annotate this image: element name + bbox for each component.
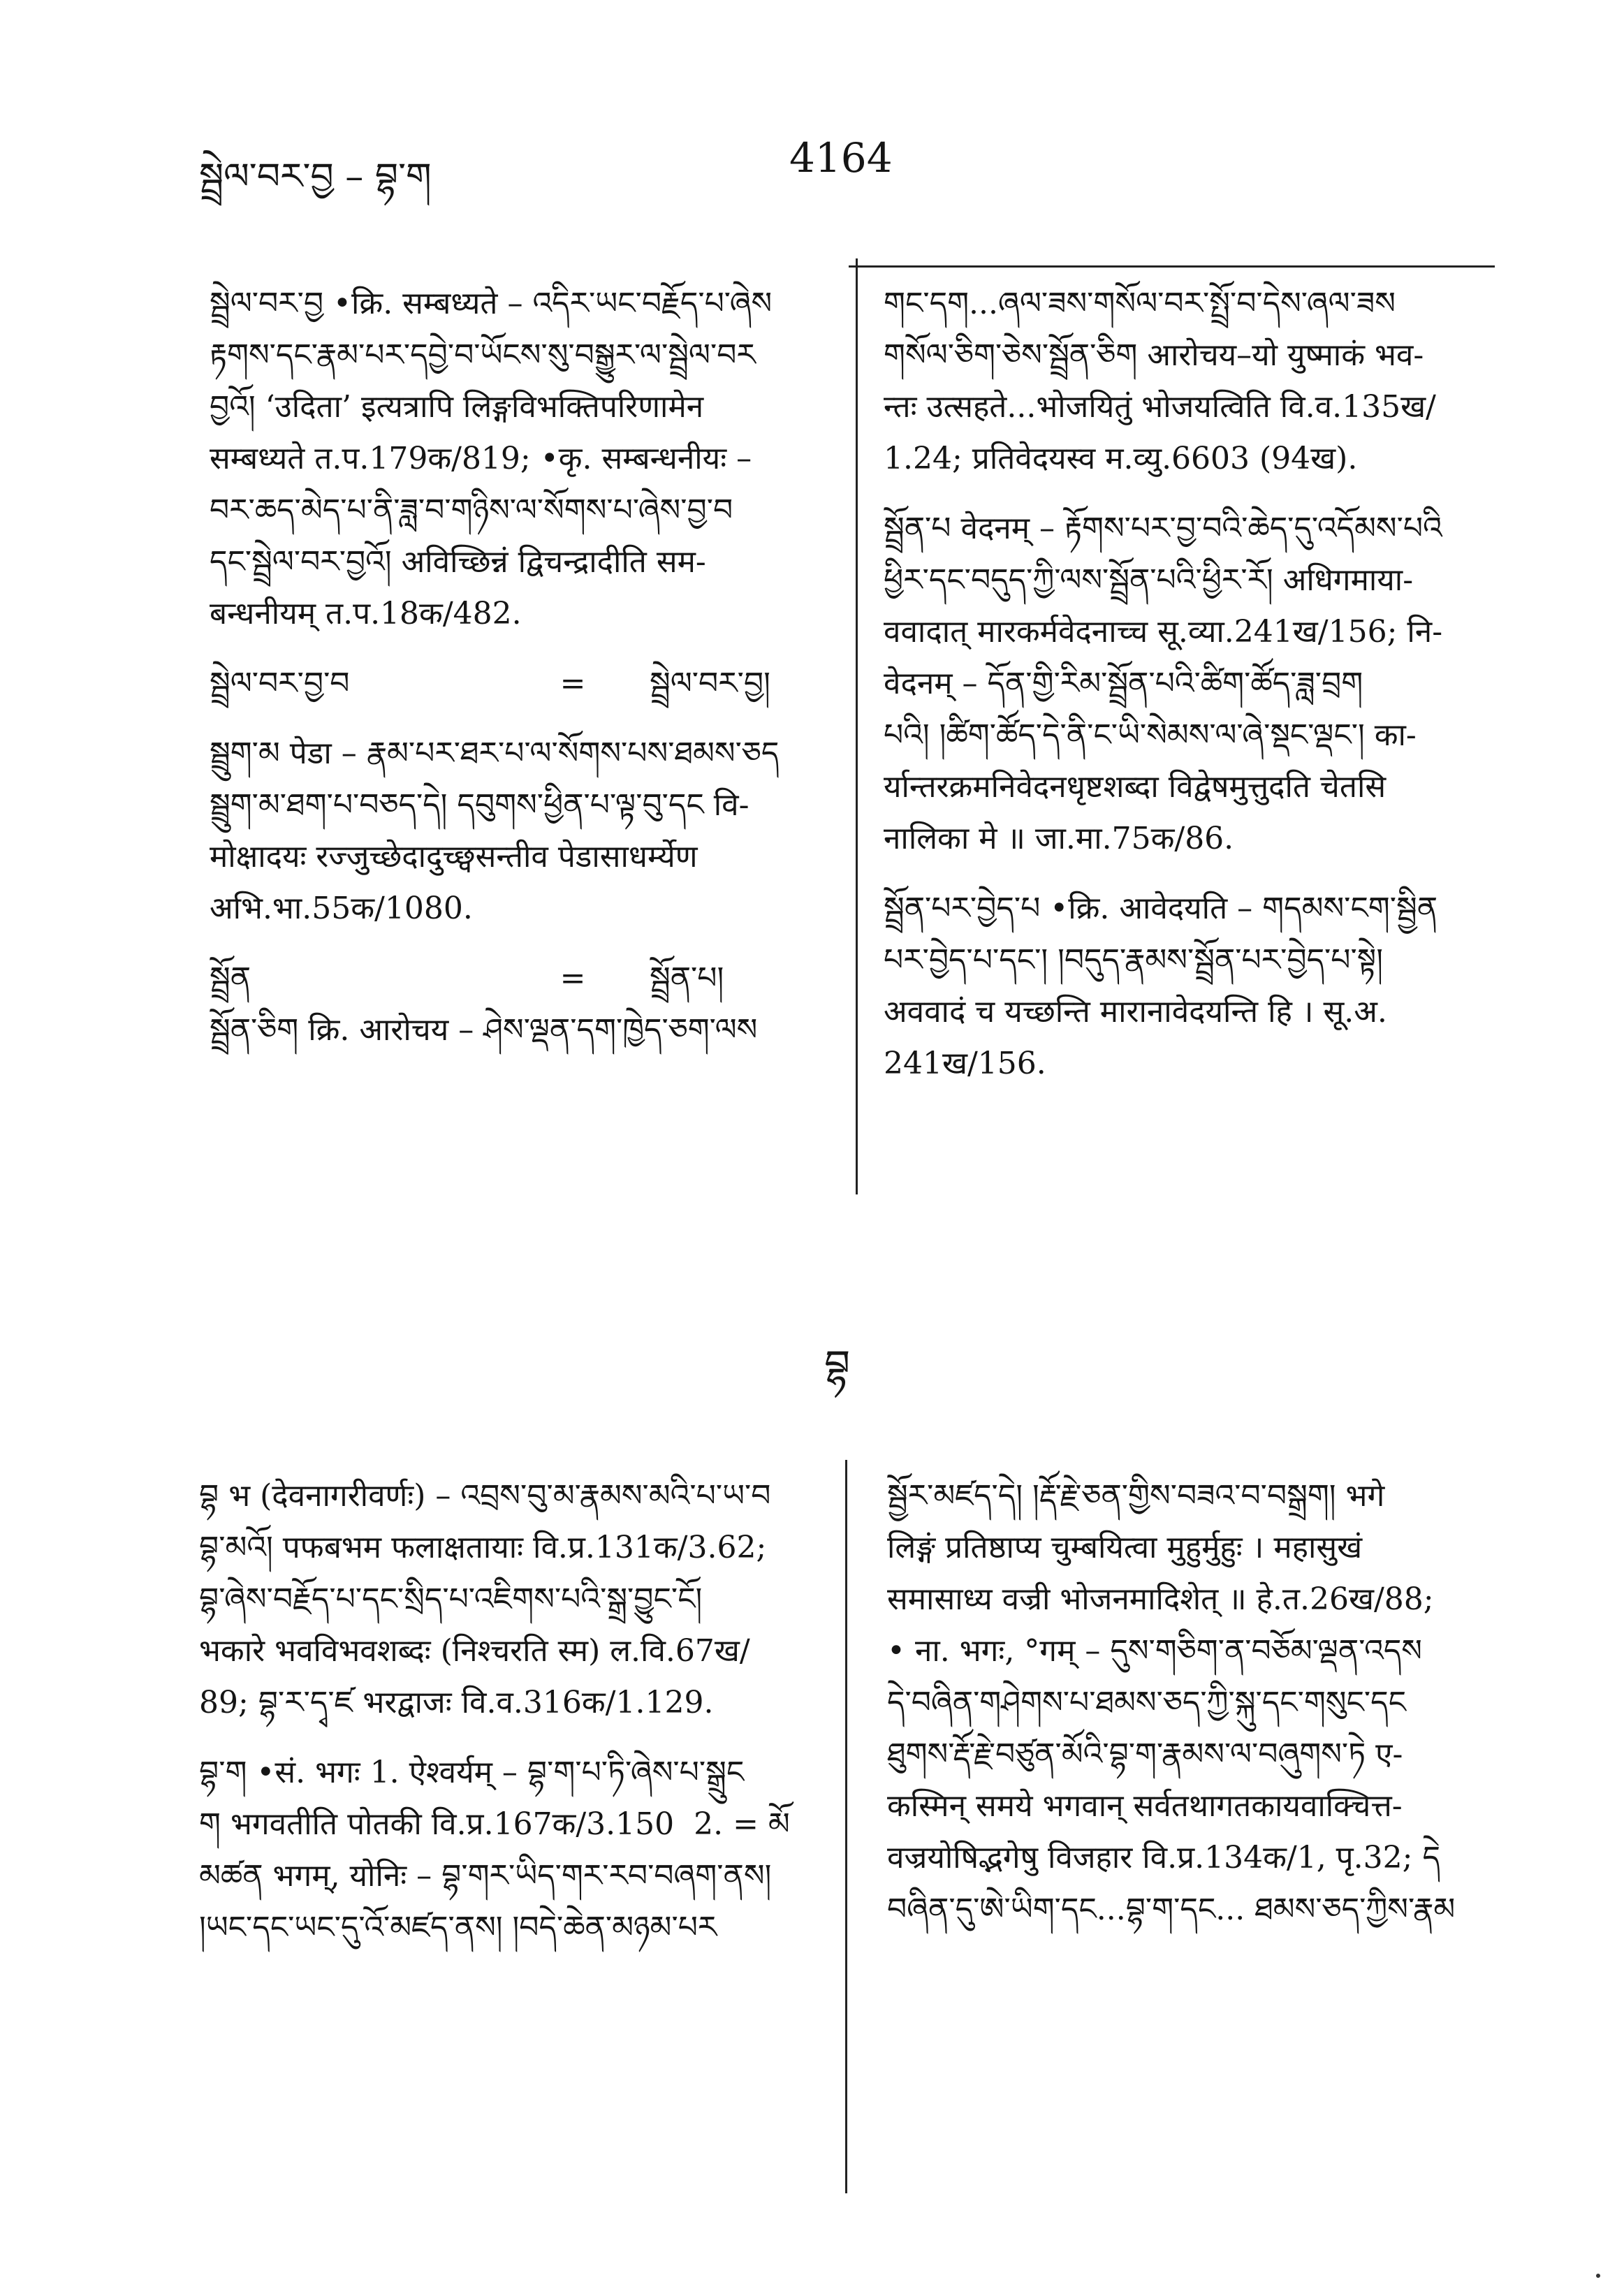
- reference-target: སྦྲོན་པ།: [650, 960, 724, 996]
- line: གང་དག...ཞལ་ཟས་གསོལ་བར་སྤྲོ་བ་དེས་ཞལ་ཟས: [884, 286, 1396, 321]
- line: སྦྲེལ་བར་བྱ •क्रि. सम्बध्यते – འདིར་ཡང་བརྗོད་པ་ཞེས: [210, 286, 773, 321]
- entry-sbrug-ma: [210, 728, 831, 935]
- line: 89; བྷ་ར་དྭ་ཛ भरद्वाजः वि.व.316क/1.129.: [199, 1685, 714, 1720]
- upper-left-column: [210, 278, 831, 1074]
- line: अभि.भा.55क/1080.: [210, 891, 473, 926]
- line: सम्बध्यते त.प.179क/819; •कृ. सम्बन्धनीयः –: [210, 441, 752, 476]
- line: ཕྱིར་དང་བདུད་ཀྱི་ལས་སྦྲོན་པའི་ཕྱིར་རོ། अधिगमाया-: [884, 562, 1414, 598]
- page-header-left: སྦྲེལ་བར་བྱ – བྷ་ག: [199, 156, 432, 198]
- line: • ना. भगः, °गम् – དུས་གཅིག་ན་བཅོམ་ལྡན་འདས: [887, 1633, 1422, 1669]
- line: བར་ཆད་མེད་པ་ནི་ཟླ་བ་གཉིས་ལ་སོགས་པ་ཞེས་བྱ་བ: [210, 492, 733, 528]
- section-letter: བྷ: [824, 1341, 851, 1389]
- line: དང་སྦྲེལ་བར་བྱའོ། अविच्छिन्नं द्विचन्द्रादीति सम-: [210, 544, 706, 580]
- line: भकारे भवविभवशब्दः (निश्चरति स्म) ल.वि.67ख/: [199, 1633, 750, 1669]
- line: ཐུགས་རྡོ་རྗེ་བཙུན་མོའི་བྷ་ག་རྣམས་ལ་བཞུགས་ཏེ ए-: [887, 1736, 1403, 1772]
- cross-reference-entry: [210, 658, 831, 710]
- line: मोक्षादयः रज्जुच्छेदादुच्छ्वसन्तीव पेडासाधर्म्येण: [210, 839, 698, 875]
- entry-bha-ga-continuation: [887, 1470, 1502, 1936]
- line: གསོལ་ཅིག་ཅེས་སྦྲོན་ཅིག आरोचय–यो युष्माकं भव-: [884, 337, 1424, 373]
- column-divider-upper: [856, 258, 858, 1194]
- entry-bha-ga: [199, 1747, 828, 1954]
- line: སྦྲོན་པ वेदनम् – རྟོགས་པར་བྱ་བའི་ཆེད་དུ་འདོམས་པའི: [884, 511, 1442, 546]
- line: 241ख/156.: [884, 1046, 1046, 1081]
- headword: སྦྲོན: [210, 960, 251, 996]
- line: लिङ्गं प्रतिष्ठाप्य चुम्बयित्वा मुहुर्मुहुः । महासुखं: [887, 1530, 1363, 1565]
- entry-sbron-pa: [884, 503, 1498, 865]
- entry-bha: [199, 1470, 828, 1729]
- lower-left-column: [199, 1470, 828, 1972]
- entry-sbron-par-byed-pa: [884, 883, 1498, 1090]
- line: སྦྲུག་མ་ཐག་པ་བཅད་དེ། དབུགས་ཕྱིན་པ་ལྟ་བུ་དང वि-: [210, 787, 749, 823]
- line: པའི། །ཚིག་ཚོད་དེ་ནི་ང་ཡི་སེམས་ལ་ཞེ་སྡང་ལྡང་། का-: [884, 717, 1417, 753]
- line: སྦྱོར་མཛད་དེ། །རྡོ་རྗེ་ཅན་གྱིས་བཟའ་བ་བསྒྲག། भगे: [887, 1478, 1385, 1514]
- line: བྷ་ཞེས་བརྗོད་པ་དང་སྲིད་པ་འཇིགས་པའི་སྒྲ་བྱུང་ངོ།: [199, 1581, 703, 1617]
- cross-reference-entry: [210, 953, 831, 1004]
- top-rule: [849, 265, 1495, 268]
- line: र्यान्तरक्रमनिवेदनधृष्टशब्दा विद्वेषमुत्तुदति चेतसि: [884, 769, 1387, 805]
- upper-right-column: [884, 278, 1498, 1108]
- line: वेदनम् – དོན་གྱི་རིམ་སྦྲོན་པའི་ཚིག་ཚོད་ཟླ་བྲག: [884, 666, 1363, 701]
- line: བྱའོ། ‘उदिता’ इत्यत्रापि लिङ्गविभक्तिपरिणामेन: [210, 389, 704, 425]
- line: समासाध्य वज्री भोजनमादिशेत् ॥ हे.त.26ख/88;: [887, 1581, 1434, 1617]
- line: བྷ་ག •सं. भगः 1. ऐश्वर्यम् – བྷ་ག་པ་ཏི་ཞེས་པ་སྒྲུང: [199, 1755, 745, 1790]
- equals-sign: =: [559, 666, 586, 701]
- line: न्तः उत्सहते...भोजयितुं भोजयत्विति वि.व.135ख/: [884, 389, 1436, 425]
- line: བཞིན་དུ་ཨེ་ཡིག་དང...བྷ་ག་དང... ཐམས་ཅད་ཀྱིས་རྣམ: [887, 1892, 1456, 1927]
- line: བྷ་མའོ། पफबभम फलाक्षतायाः वि.प्र.131क/3.62;: [199, 1530, 767, 1565]
- line: अववादं च यच्छन्ति मारानावेदयन्ति हि । सू.अ.: [884, 994, 1387, 1030]
- line: རྟགས་དང་རྣམ་པར་དབྱེ་བ་ཡོངས་སུ་བསྒྱུར་ལ་སྦྲེལ་བར: [210, 337, 756, 373]
- line: वज्रयोषिद्भगेषु विजहार वि.प्र.134क/1, पृ.32; དེ: [887, 1840, 1440, 1875]
- line: སྦྲུག་མ पेडा – རྣམ་པར་ཐར་པ་ལ་སོགས་པས་ཐམས་ཅད: [210, 736, 780, 771]
- line: 1.24; प्रतिवेदयस्व म.व्यु.6603 (94ख).: [884, 441, 1358, 476]
- reference-target: སྦྲེལ་བར་བྱ།: [650, 666, 770, 701]
- line: कस्मिन् समये भगवान् सर्वतथागतकायवाक्चित्त-: [887, 1788, 1403, 1824]
- line: དེ་བཞིན་གཤེགས་པ་ཐམས་ཅད་ཀྱི་སྐུ་དང་གསུང་དང: [887, 1685, 1406, 1720]
- line: པར་བྱེད་པ་དང་། །བདུད་རྣམས་སྦྲོན་པར་བྱེད་པ་སྟེ།: [884, 942, 1383, 978]
- entry-continuation: [884, 278, 1498, 485]
- scan-speck: [1596, 2274, 1600, 2278]
- line: སྦྲོན་པར་བྱེད་པ •क्रि. आवेदयति – གདམས་ངག་སྦྱིན: [884, 891, 1438, 926]
- equals-sign: =: [559, 960, 586, 996]
- lower-right-column: [887, 1470, 1502, 1954]
- line: ག भगवतीति पोतकी वि.प्र.167क/3.150 2. = མོ: [199, 1806, 790, 1842]
- line: སྦྲོན་ཅིག क्रि. आरोचय – ཤེས་ལྡན་དག་ཁྱེད་ཅག་ལས: [210, 1012, 758, 1048]
- line: བྷ भ (देवनागरीवर्णः) – འབྲས་བུ་མ་རྣམས་མའི་པ་ཡ་བ: [199, 1478, 771, 1514]
- entry-sbrel-bar-bya: [210, 278, 831, 640]
- line: ववादात् मारकर्मवेदनाच्च सू.व्या.241ख/156; नि-: [884, 614, 1443, 650]
- headword: སྦྲེལ་བར་བྱ་བ: [210, 666, 350, 701]
- column-divider-lower: [845, 1460, 847, 2193]
- line: །ཡང་དང་ཡང་དུ་འོ་མཛད་ནས། །བདེ་ཆེན་མཉམ་པར: [199, 1910, 717, 1945]
- entry-sbron-cig: [210, 1004, 831, 1056]
- line: མཚན भगम्, योनिः – བྷ་གར་ཡིད་གར་རབ་བཞག་ནས།: [199, 1858, 772, 1894]
- line: बन्धनीयम् त.प.18क/482.: [210, 596, 522, 631]
- page-number: 4164: [789, 134, 893, 182]
- line: नालिका मे ॥ जा.मा.75क/86.: [884, 821, 1234, 856]
